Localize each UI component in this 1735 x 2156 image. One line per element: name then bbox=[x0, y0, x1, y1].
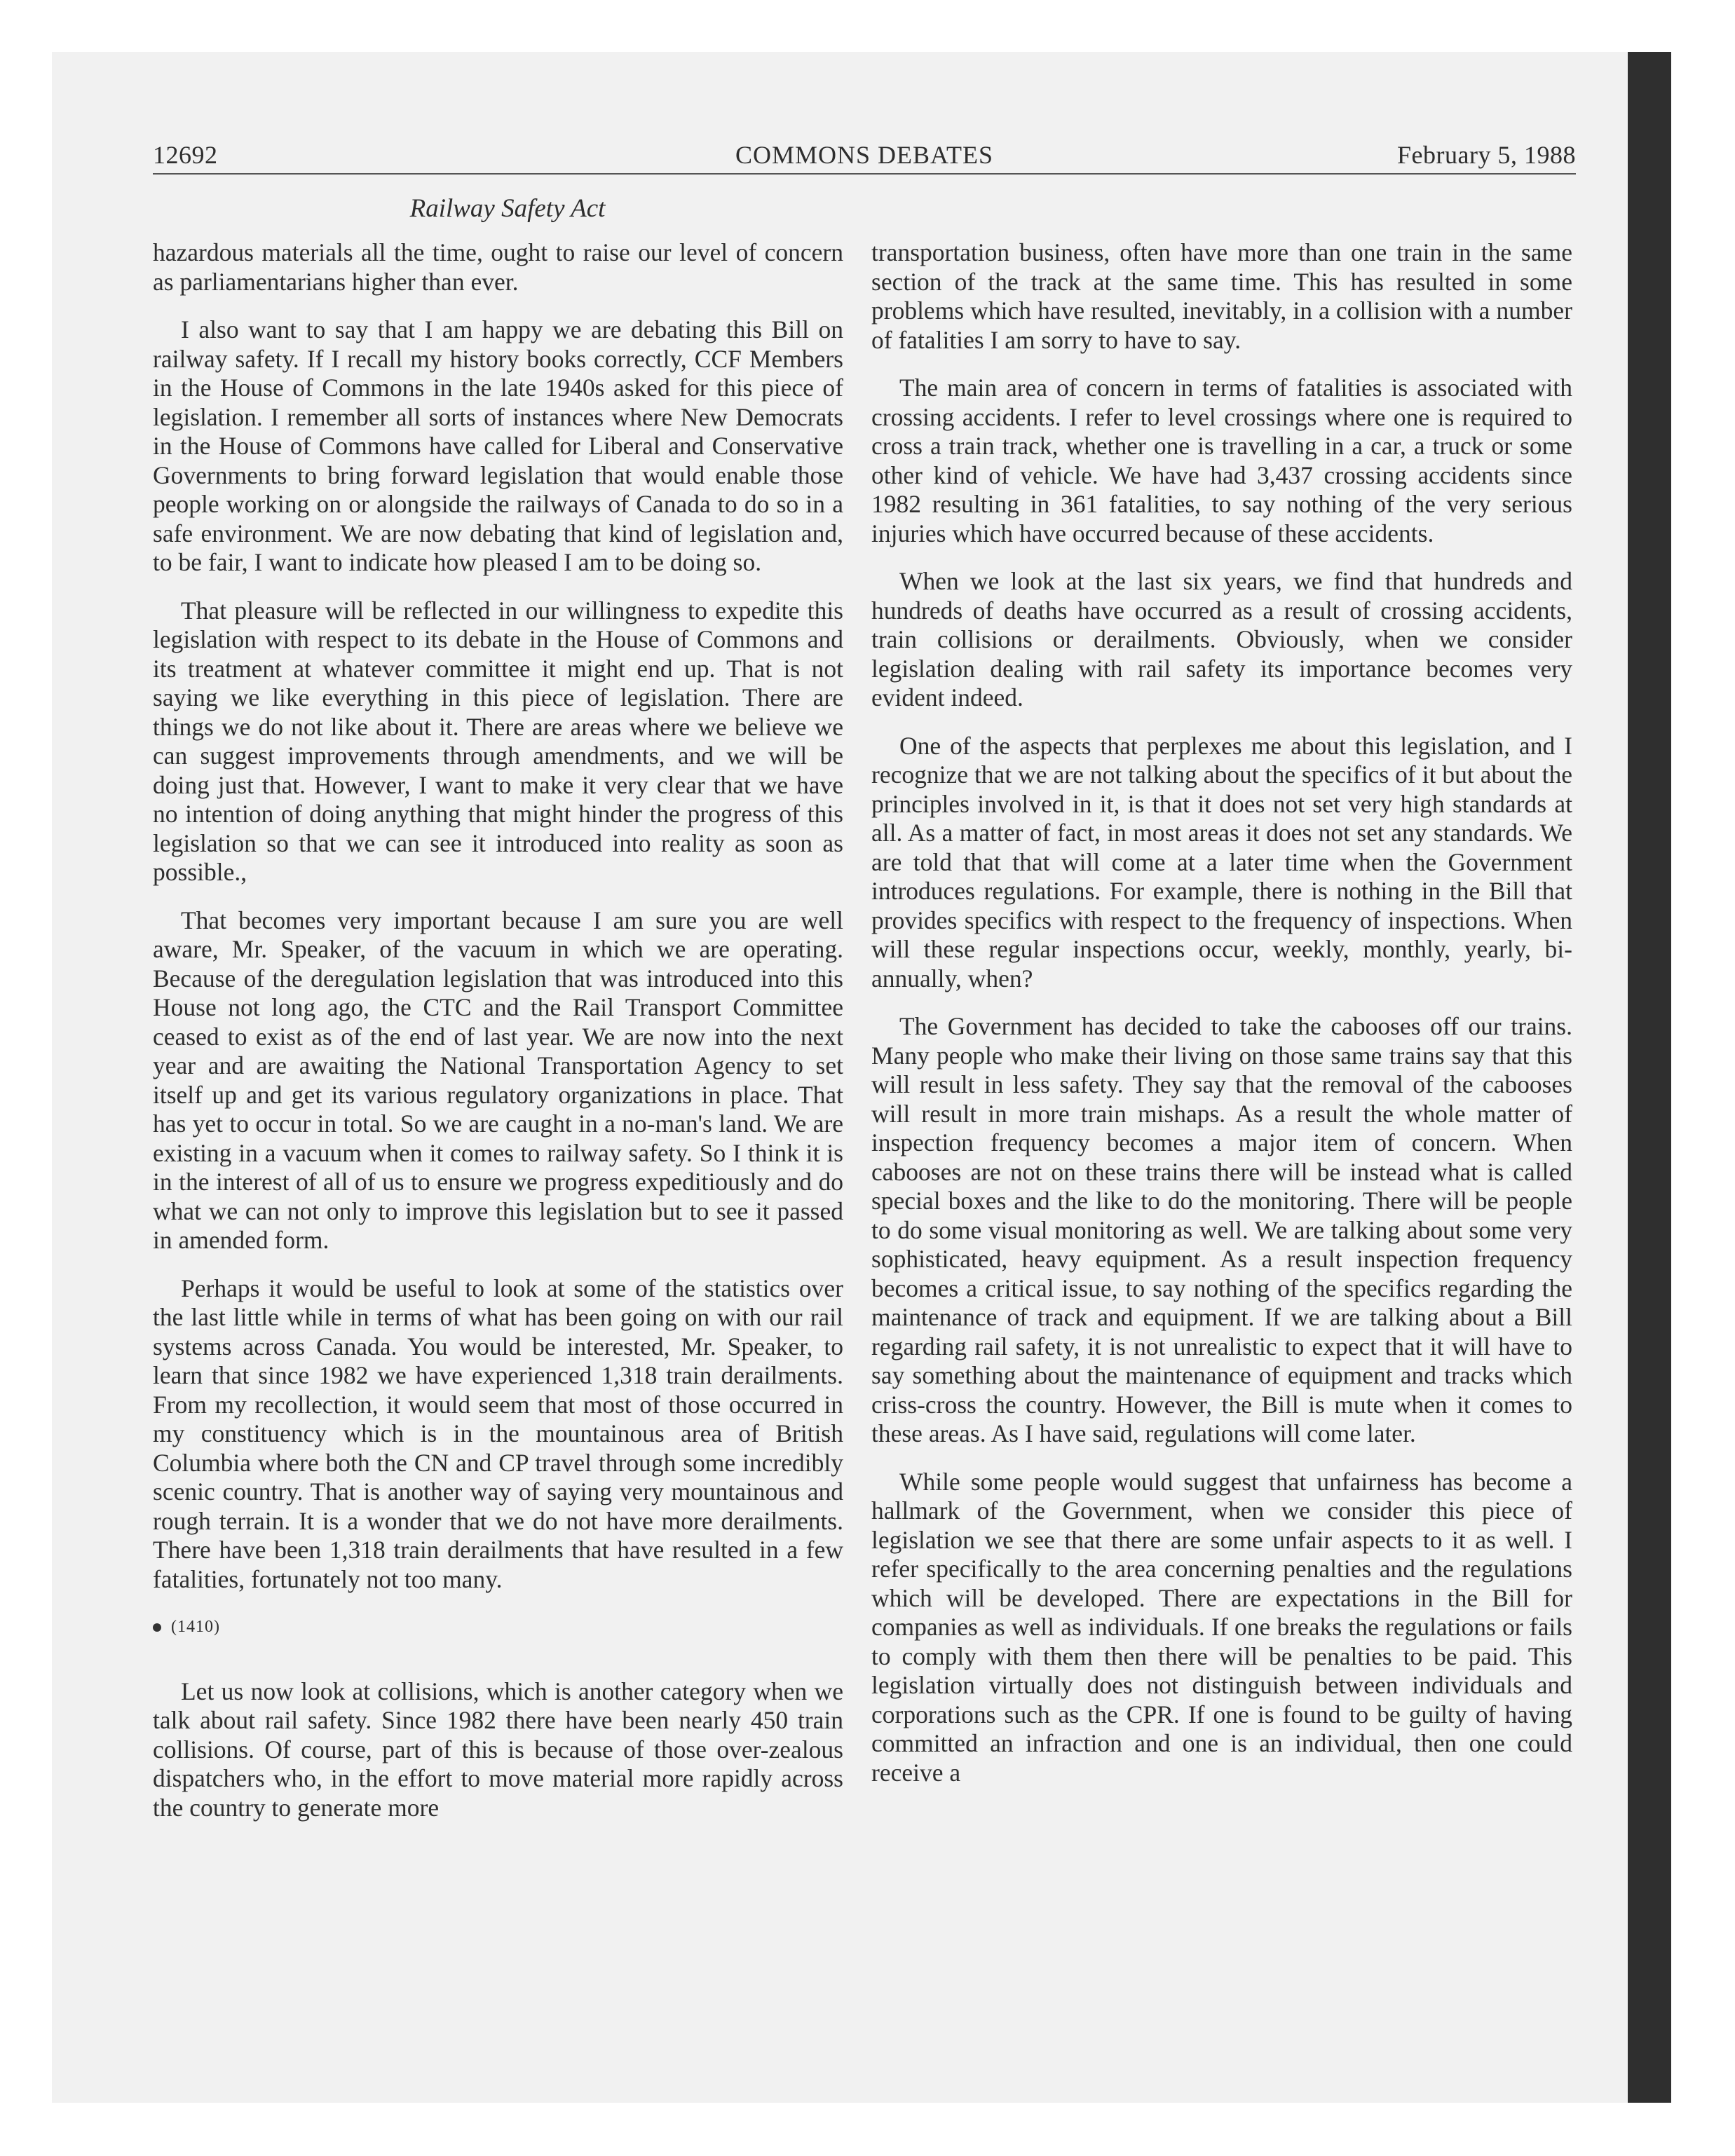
paragraph: hazardous materials all the time, ought to raise our level of concern as parliamentarians higher than ever. bbox=[153, 238, 843, 296]
paragraph: That pleasure will be reflected in our willingness to expedite this legislation with respect to its debate in the House of Commons and its treatment at whatever committee it might end up. That is not saying we like everything in this piece of legislation. There are things we do not like about it. There are areas where we believe we can suggest improvements through amendments, and we will be doing just that. However, I want to make it very clear that we have no intention of doing anything that might hinder the progress of this legislation so that we can see it introduced into reality as soon as possible., bbox=[153, 596, 843, 886]
paragraph: One of the aspects that perplexes me about this legislation, and I recognize that we are not talking about the specifics of it but about the principles involved in it, is that it does not set very high standards at all. As a matter of fact, in most areas it does not set any standards. We are told that that will come at a later time when the Government introduces regulations. For example, there is nothing in the Bill that provides specifics with respect to the frequency of inspections. When will these regular inspections occur, weekly, monthly, yearly, bi-annually, when? bbox=[871, 731, 1572, 992]
paragraph: While some people would suggest that unfairness has become a hallmark of the Government, when we consider this piece of legislation we see that there are some unfair aspects to it as well. I refer specifically to the area concerning penalties and the regulations which will be developed. There are expectations in the Bill for companies as well as individuals. If one breaks the regulations or fails to comply with them then there will be penalties to be paid. This legislation virtually does not distinguish between individuals and corporations such as the CPR. If one is found to be guilty of having committed an infraction and one is an individual, then one could receive a bbox=[871, 1467, 1572, 1787]
time-stamp-text: (1410) bbox=[171, 1618, 220, 1636]
paragraph: I also want to say that I am happy we are debating this Bill on railway safety. If I recall my history books correctly, CCF Members in the House of Commons in the late 1940s asked for this piece of legislation. I remember all sorts of instances where New Democrats in the House of Commons have called for Liberal and Conservative Governments to bring forward legislation that would enable those people working on or alongside the railways of Canada to do so in a safe environment. We are now debating that kind of legislation and, to be fair, I want to indicate how pleased I am to be doing so. bbox=[153, 315, 843, 576]
header-rule bbox=[153, 173, 1576, 175]
scan-edge-shadow bbox=[1628, 52, 1671, 2103]
paragraph: That becomes very important because I am sure you are well aware, Mr. Speaker, of the vacuum in which we are operating. Because of the deregulation legislation that was introduced into this House not long ago, the CTC and the Rail Transport Committee ceased to exist as of the end of last year. We are now into the next year and are awaiting the National Transportation Agency to set itself up and get its various regulatory organizations in place. That has yet to occur in total. So we are caught in a no-man's land. We are existing in a vacuum when it comes to railway safety. So I think it is in the interest of all of us to ensure we progress expeditiously and do what we can not only to improve this legislation but to see it passed in amended form. bbox=[153, 906, 843, 1254]
paragraph: transportation business, often have more than one train in the same section of the track at the same time. This has resulted in some problems which have resulted, inevitably, in a collision with a number of fatalities I am sorry to have to say. bbox=[871, 238, 1572, 354]
page-number: 12692 bbox=[153, 141, 218, 169]
bullet-icon bbox=[153, 1623, 161, 1632]
left-column bbox=[153, 238, 843, 1841]
paragraph: Let us now look at collisions, which is another category when we talk about rail safety. Since 1982 there have been nearly 450 train collisions. Of course, part of this is because of those over-zealous dispatchers who, in the effort to move material more rapidly across the country to generate more bbox=[153, 1677, 843, 1822]
time-stamp bbox=[153, 1613, 843, 1642]
paragraph: Perhaps it would be useful to look at some of the statistics over the last little while in terms of what has been going on with our rail systems across Canada. You would be interested, Mr. Speaker, to learn that since 1982 we have experienced 1,318 train derailments. From my recollection, it would seem that most of those occurred in my constituency which is in the mountainous area of British Columbia where both the CN and CP travel through some incredibly scenic country. That is another way of saying very mountainous and rough terrain. It is a wonder that we do not have more derailments. There have been 1,318 train derailments that have resulted in a few fatalities, fortunately not too many. bbox=[153, 1274, 843, 1593]
paragraph: When we look at the last six years, we find that hundreds and hundreds of deaths have occurred as a result of crossing accidents, train collisions or derailments. Obviously, when we consider legislation dealing with rail safety its importance becomes very evident indeed. bbox=[871, 567, 1572, 711]
paragraph: The Government has decided to take the cabooses off our trains. Many people who make their living on those same trains say that this will result in less safety. They say that the removal of the cabooses will result in more train mishaps. As a result the whole matter of inspection frequency becomes a major item of concern. When cabooses are not on these trains there will be instead what is called special boxes and the like to do the monitoring. There will be people to do some visual monitoring as well. We are talking about some very sophisticated, heavy equipment. As a result inspection frequency becomes a critical issue, to say nothing of the specifics regarding the maintenance of track and equipment. If we are talking about a Bill regarding rail safety, it is not unrealistic to expect that it will have to say something about the maintenance of equipment and tracks which criss-cross the country. However, the Bill is mute when it comes to these areas. As I have said, regulations will come later. bbox=[871, 1012, 1572, 1447]
journal-title: COMMONS DEBATES bbox=[735, 141, 994, 169]
page-header bbox=[153, 140, 1576, 175]
issue-date: February 5, 1988 bbox=[1397, 141, 1576, 169]
section-title: Railway Safety Act bbox=[409, 194, 606, 223]
paragraph: The main area of concern in terms of fatalities is associated with crossing accidents. I refer to level crossings where one is required to cross a train track, whether one is travelling in a car, a truck or some other kind of vehicle. We have had 3,437 crossing accidents since 1982 resulting in 361 fatalities, to say nothing of the very serious injuries which have occurred because of these accidents. bbox=[871, 374, 1572, 547]
right-column bbox=[871, 238, 1572, 1806]
